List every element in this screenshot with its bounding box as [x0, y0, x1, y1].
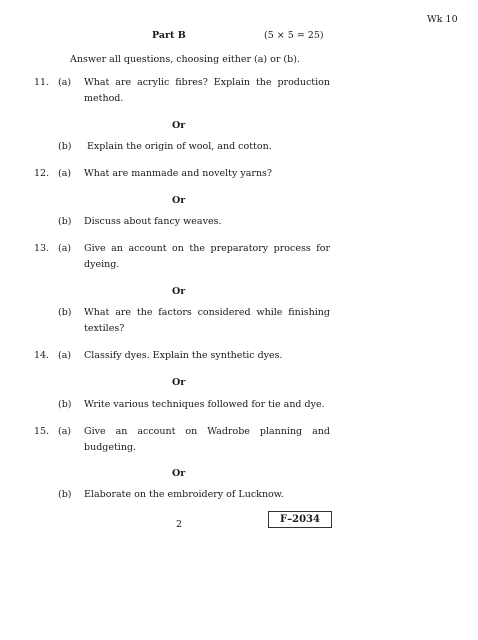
question-number: 12.	[34, 168, 50, 179]
question-number: 15.	[34, 426, 50, 437]
or-separator: Or	[172, 468, 186, 479]
header-code: Wk 10	[427, 14, 458, 25]
instruction-text: Answer all questions, choosing either (a) or (b).	[70, 54, 300, 65]
question-text: method.	[84, 93, 124, 104]
question-number: 13.	[34, 243, 50, 254]
option-label: (a)	[58, 77, 72, 88]
question-number: 14.	[34, 350, 50, 361]
or-separator: Or	[172, 286, 186, 297]
or-separator: Or	[172, 195, 186, 206]
question-text: Give an account on Wadrobe planning and	[84, 426, 330, 437]
question-text: Write various techniques followed for tie and dye.	[84, 399, 325, 410]
question-text: budgeting.	[84, 442, 137, 453]
option-label: (a)	[58, 168, 72, 179]
option-label: (a)	[58, 350, 72, 361]
question-text: Elaborate on the embroidery of Lucknow.	[84, 489, 284, 500]
question-number: 11.	[34, 77, 50, 88]
question-text: Give an account on the preparatory process for	[84, 243, 330, 254]
question-text: Explain the origin of wool, and cotton.	[87, 141, 272, 152]
question-text: Classify dyes. Explain the synthetic dyes.	[84, 350, 283, 361]
part-title: Part B	[152, 30, 186, 41]
option-label: (b)	[58, 216, 72, 227]
question-text: What are acrylic fibres? Explain the production	[84, 77, 330, 88]
part-marks: (5 × 5 = 25)	[264, 30, 324, 41]
paper-code-box: F–2034	[268, 511, 332, 528]
option-label: (b)	[58, 399, 72, 410]
option-label: (b)	[58, 141, 72, 152]
question-text: dyeing.	[84, 259, 120, 270]
question-text: What are manmade and novelty yarns?	[84, 168, 273, 179]
option-label: (a)	[58, 426, 72, 437]
question-text: textiles?	[84, 323, 125, 334]
option-label: (b)	[58, 489, 72, 500]
option-label: (a)	[58, 243, 72, 254]
or-separator: Or	[172, 120, 186, 131]
question-text: Discuss about fancy weaves.	[84, 216, 222, 227]
question-text: What are the factors considered while finishing	[84, 307, 330, 318]
page-number: 2	[176, 519, 183, 530]
option-label: (b)	[58, 307, 72, 318]
or-separator: Or	[172, 377, 186, 388]
